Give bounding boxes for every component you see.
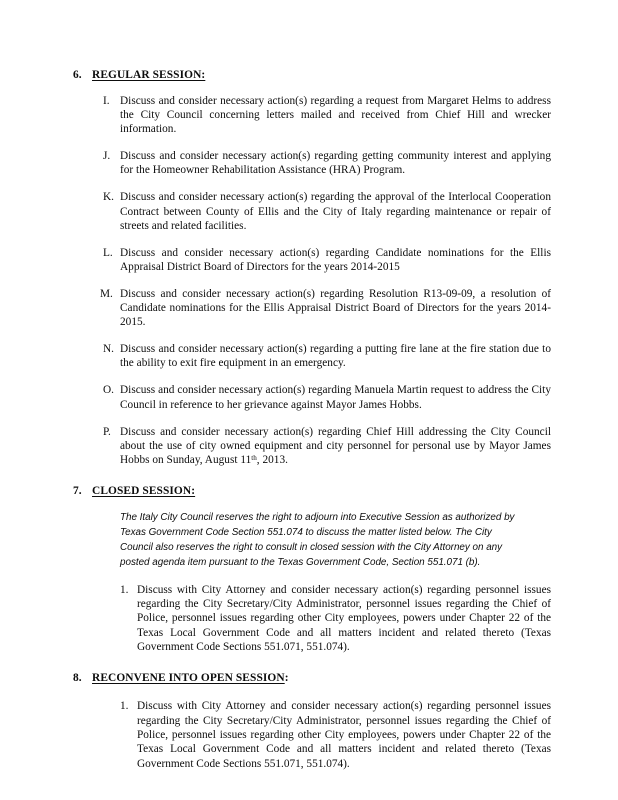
section-heading — [73, 484, 551, 498]
closed-session-item-list — [73, 583, 551, 654]
agenda-item — [73, 246, 551, 274]
item-marker: J. — [103, 150, 111, 163]
reconvene-item-list — [73, 699, 551, 770]
item-marker: N. — [103, 343, 115, 356]
agenda-item — [73, 190, 551, 232]
item-marker: I. — [103, 95, 110, 107]
executive-session-notice: The Italy City Council reserves the right to adjourn into Executive Session as authorized by Texas Government Code Section 551.074 to discuss the matter listed below. The City Council also reserves the right to consult in closed session with the City Attorney on any posted agenda item pursuant to the Texas Government Code, Section 551.071 (b). — [120, 511, 515, 568]
section-closed-session — [73, 484, 551, 654]
section-title: CLOSED SESSION: — [92, 484, 196, 497]
item-marker: P. — [103, 425, 111, 438]
agenda-item — [73, 287, 551, 329]
item-text: Discuss with City Attorney and consider necessary action(s) regarding personnel issues regarding the City Secretary/City Administrator, personnel issues regarding the Chief of Police, personnel issues regarding other City employees, powers under Chapter 22 of the Texas Local Government Code and all matters incident and related thereto (Texas Government Code Sections 551.071, 551.074). — [137, 583, 551, 654]
section-title-tail: : — [284, 672, 289, 685]
agenda-item — [73, 149, 551, 177]
agenda-item — [73, 383, 551, 411]
agenda-item — [73, 425, 551, 467]
agenda-item — [73, 342, 551, 370]
section-number: 6. — [73, 69, 82, 81]
section-reconvene-open-session — [73, 671, 551, 770]
item-text: Discuss and consider necessary action(s) regarding the approval of the Interlocal Cooperation Contract between County of Ellis and the City of Italy regarding maintenance or repair of streets and related facilities. — [120, 191, 551, 232]
item-text: Discuss and consider necessary action(s) regarding Candidate nominations for the Ellis Appraisal District Board of Directors for the years 2014-2015 — [120, 246, 551, 273]
agenda-item — [73, 699, 551, 770]
section-heading — [73, 671, 551, 685]
item-marker: 1. — [120, 700, 129, 713]
item-text: Discuss and consider necessary action(s) regarding Manuela Martin request to address the City Council in reference to her grievance against Mayor James Hobbs. — [120, 384, 551, 411]
item-text: Discuss and consider necessary action(s) regarding a putting fire lane at the fire station due to the ability to exit fire equipment in an emergency. — [120, 343, 551, 370]
ordinal-suffix: th — [251, 453, 257, 462]
item-marker: 1. — [120, 583, 129, 596]
agenda-item — [73, 94, 551, 136]
item-text-part: , 2013. — [256, 453, 288, 466]
item-text: Discuss and consider necessary action(s) regarding Resolution R13-09-09, a resolution of Candidate nominations for the Ellis Appraisal District Board of Directors for the years 2014-2015. — [120, 287, 551, 329]
item-marker: K. — [103, 191, 115, 204]
item-text-part: Discuss and consider necessary action(s) regarding Chief Hill addressing the City Council about the use of city owned equipment and city personnel for personal use by Mayor James Hobbs on Sunday, August 11 — [120, 425, 551, 466]
item-marker: L. — [103, 246, 113, 259]
section-title: RECONVENE INTO OPEN SESSION — [92, 672, 285, 685]
section-regular-session — [73, 68, 551, 467]
section-number: 7. — [73, 484, 82, 497]
item-text: Discuss and consider necessary action(s) regarding a request from Margaret Helms to address the City Council concerning letters mailed and received from Chief Hill and wrecker information. — [120, 95, 551, 136]
section-number: 8. — [73, 672, 82, 685]
item-marker: O. — [103, 384, 115, 397]
section-title: REGULAR SESSION: — [92, 69, 206, 81]
item-text: Discuss and consider necessary action(s) regarding getting community interest and applying for the Homeowner Rehabilitation Assistance (HRA) Program. — [120, 150, 551, 177]
agenda-item — [73, 583, 551, 654]
item-text: Discuss with City Attorney and consider necessary action(s) regarding personnel issues regarding the City Secretary/City Administrator, personnel issues regarding the Chief of Police, personnel issues regarding other City employees, powers under Chapter 22 of the Texas Local Government Code and all matters incident and related thereto (Texas Government Code Sections 551.071, 551.074). — [137, 700, 551, 770]
agenda-item-list — [73, 94, 551, 467]
section-heading — [73, 68, 551, 82]
item-marker: M. — [100, 287, 113, 300]
